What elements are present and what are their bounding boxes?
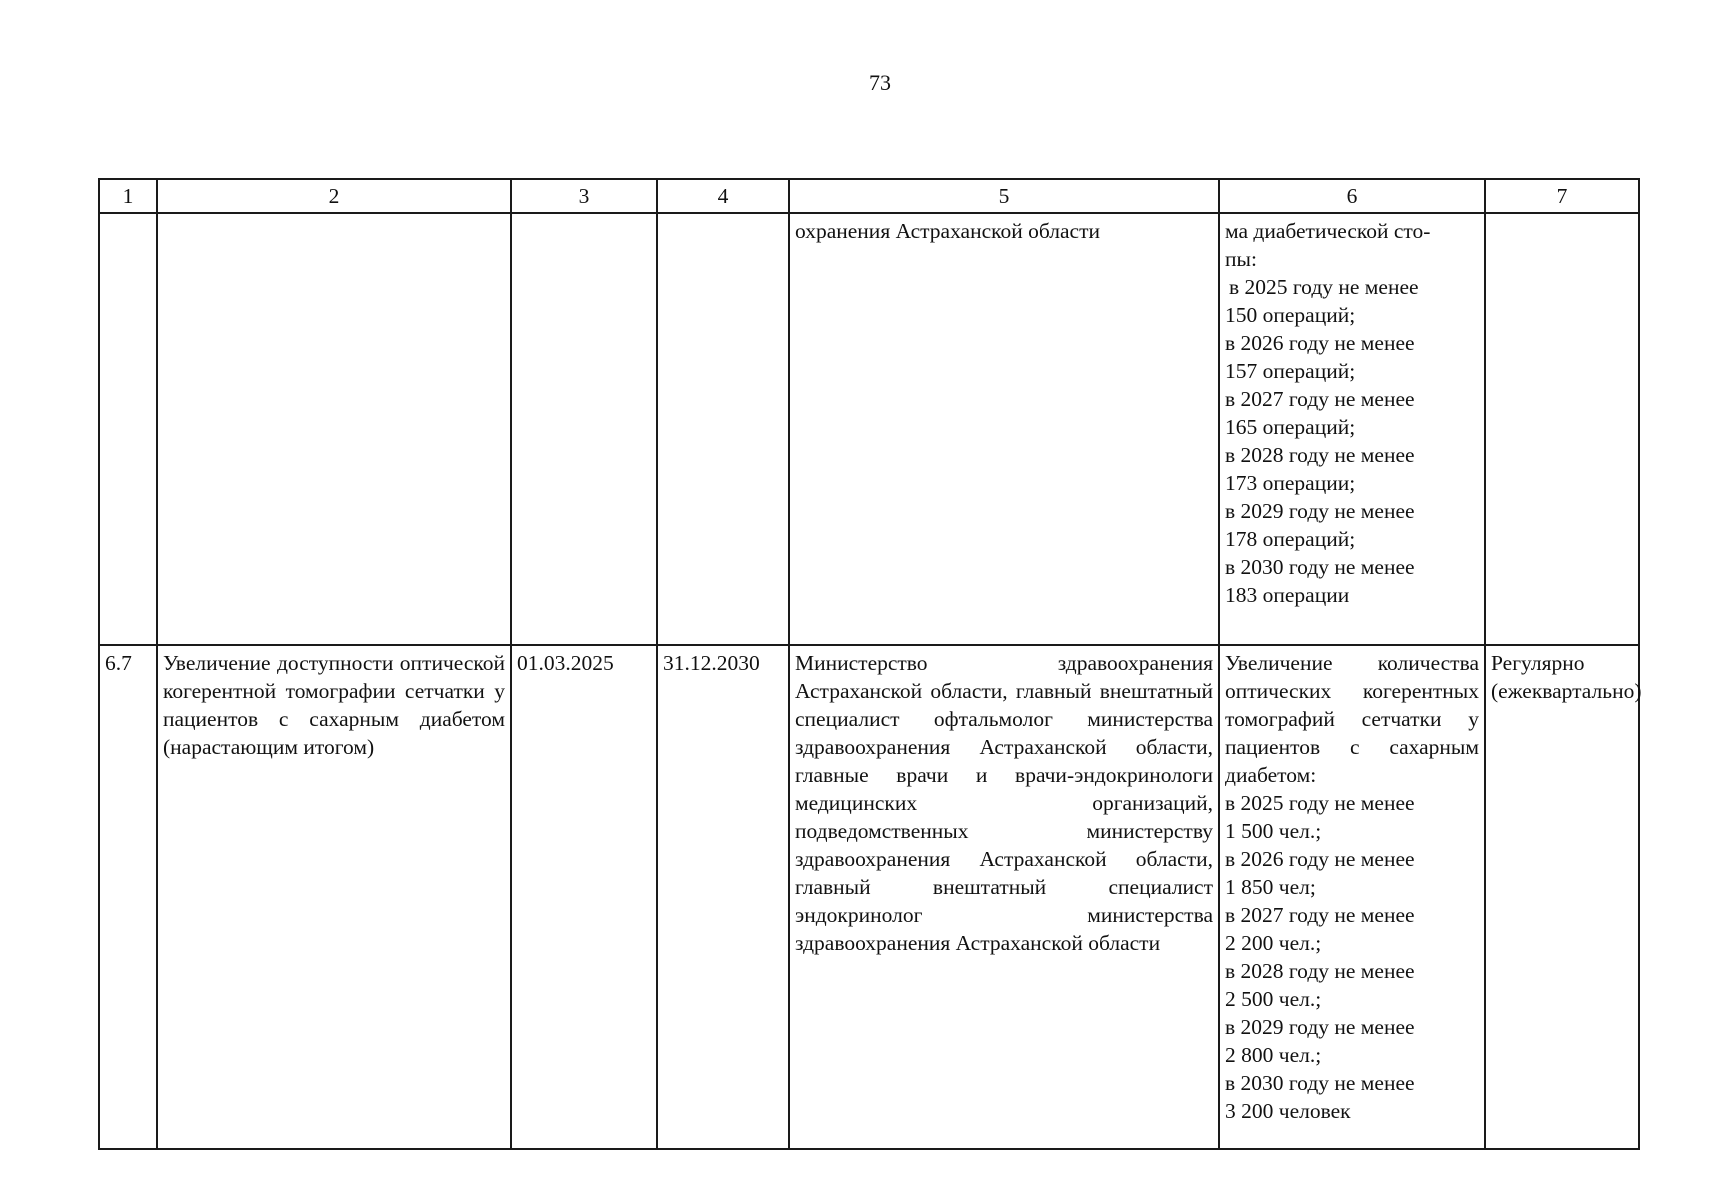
header-col-6: 6 [1219, 179, 1485, 213]
result-line: пы: [1225, 247, 1257, 271]
result-line: в 2025 году не менее [1229, 275, 1419, 299]
result-line: в 2029 году не менее [1225, 1015, 1415, 1039]
result-line: в 2026 году не менее [1225, 847, 1415, 871]
cell-responsible: охранения Астраханской области [789, 213, 1219, 645]
result-line: 183 операции [1225, 583, 1350, 607]
cell-frequency [1485, 213, 1639, 645]
result-line: в 2027 году не менее [1225, 903, 1415, 927]
result-line: в 2026 году не менее [1225, 331, 1415, 355]
result-line: 2 200 чел.; [1225, 931, 1322, 955]
result-line: 3 200 человек [1225, 1099, 1351, 1123]
result-line: в 2030 году не менее [1225, 1071, 1415, 1095]
result-line: 150 операций; [1225, 303, 1356, 327]
result-line: 157 операций; [1225, 359, 1356, 383]
result-line: в 2030 году не менее [1225, 555, 1415, 579]
result-line: в 2028 году не менее [1225, 443, 1415, 467]
cell-name: Увеличение доступности оптической когерентной томографии сетчатки у пациентов с сахарным диабетом (нарастающим итогом) [157, 645, 511, 1149]
cell-start-date: 01.03.2025 [511, 645, 657, 1149]
cell-end-date [657, 213, 789, 645]
result-line: в 2028 году не менее [1225, 959, 1415, 983]
result-line: 1 850 чел; [1225, 875, 1316, 899]
header-col-7: 7 [1485, 179, 1639, 213]
cell-frequency: Регулярно (ежеквартально) [1485, 645, 1639, 1149]
result-line: в 2025 году не менее [1225, 791, 1415, 815]
header-col-4: 4 [657, 179, 789, 213]
table-row-continuation [99, 213, 1639, 645]
header-col-5: 5 [789, 179, 1219, 213]
result-line: 2 800 чел.; [1225, 1043, 1322, 1067]
cell-number [99, 213, 157, 645]
cell-number: 6.7 [99, 645, 157, 1149]
cell-result [1219, 213, 1485, 645]
result-line: Увеличение количества оптических когерентных томографий сетчатки у пациентов с сахарным диабетом: [1225, 651, 1479, 787]
result-line: в 2029 году не менее [1225, 499, 1415, 523]
result-line: 178 операций; [1225, 527, 1356, 551]
result-line: 165 операций; [1225, 415, 1356, 439]
cell-result [1219, 645, 1485, 1149]
cell-responsible: Министерство здравоохранения Астраханской области, главный внештатный специалист офтальмолог министерства здравоохранения Астраханской области, главные врачи и врачи-эндокринологи медицинских организаций, подведомственных министерству здравоохранения Астраханской области, главный внештатный специалист эндокринолог министерства здравоохранения Астраханской области [789, 645, 1219, 1149]
plan-table [98, 178, 1640, 1150]
result-line: 173 операции; [1225, 471, 1356, 495]
result-line: 1 500 чел.; [1225, 819, 1322, 843]
result-line: 2 500 чел.; [1225, 987, 1322, 1011]
header-row [99, 179, 1639, 213]
cell-name [157, 213, 511, 645]
cell-start-date [511, 213, 657, 645]
cell-end-date: 31.12.2030 [657, 645, 789, 1149]
header-col-2: 2 [157, 179, 511, 213]
table-row-6-7 [99, 645, 1639, 1149]
result-line: в 2027 году не менее [1225, 387, 1415, 411]
header-col-3: 3 [511, 179, 657, 213]
header-col-1: 1 [99, 179, 157, 213]
result-line: ма диабетической сто- [1225, 219, 1431, 243]
page-number: 73 [869, 70, 891, 95]
